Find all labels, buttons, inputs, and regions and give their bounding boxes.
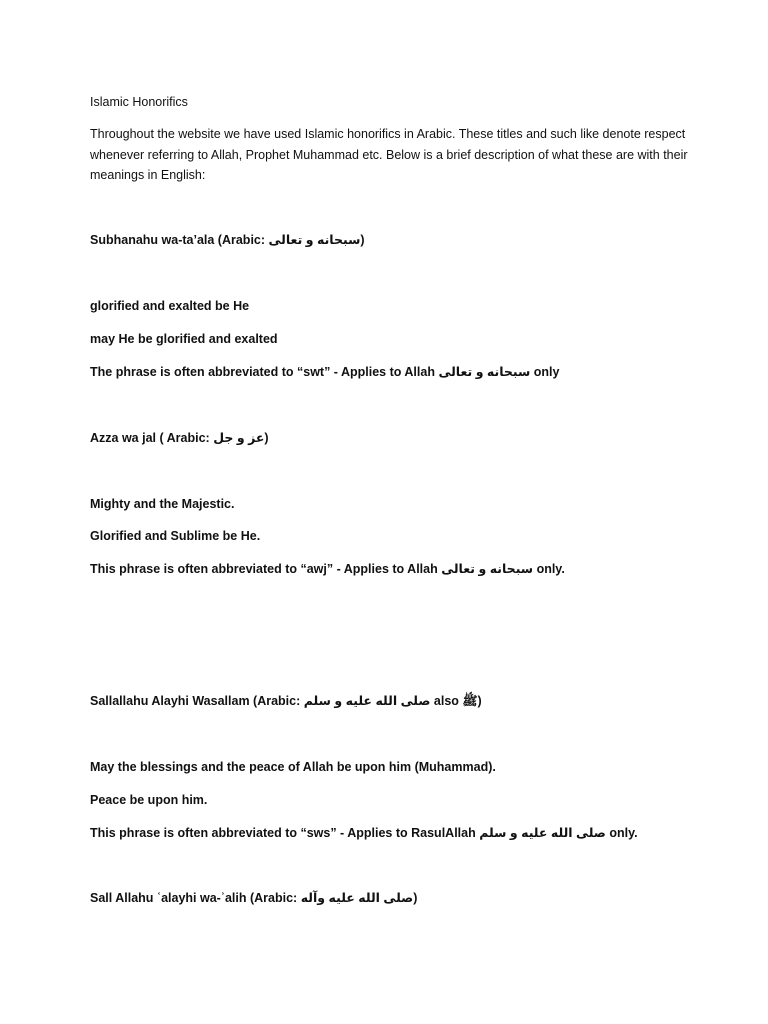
intro-paragraph: Throughout the website we have used Islamic honorifics in Arabic. These titles and such like denote respect whenever referring to Allah, Prophet Muhammad etc. Below is a brief description of what these are with their meanings in English: (90, 127, 688, 182)
awj-note: This phrase is often abbreviated to “awj” - Applies to Allah سبحانه و تعالى only. (90, 562, 565, 576)
swt-heading: Subhanahu wa-ta’ala (Arabic: سبحانه و تعالى) (90, 233, 365, 247)
awj-heading: Azza wa jal ( Arabic: عز و جل) (90, 431, 269, 445)
sws-note: This phrase is often abbreviated to “sws” - Applies to RasulAllah صلى الله عليه و سلم only. (90, 826, 638, 840)
swt-note: The phrase is often abbreviated to “swt” - Applies to Allah سبحانه و تعالى only (90, 365, 560, 379)
swt-meaning-2: may He be glorified and exalted (90, 332, 278, 346)
swt-meaning-1: glorified and exalted be He (90, 299, 250, 313)
saw-heading: Sall Allahu ʿalayhi wa-ʾalih (Arabic: صلى الله عليه وآله) (90, 891, 418, 905)
document-title: Islamic Honorifics (90, 95, 188, 109)
awj-meaning-1: Mighty and the Majestic. (90, 497, 235, 511)
sws-meaning-1: May the blessings and the peace of Allah be upon him (Muhammad). (90, 760, 496, 774)
awj-meaning-2: Glorified and Sublime be He. (90, 529, 261, 543)
sws-meaning-2: Peace be upon him. (90, 793, 208, 807)
sws-heading: Sallallahu Alayhi Wasallam (Arabic: صلى الله عليه و سلم also ﷺ) (90, 694, 482, 708)
